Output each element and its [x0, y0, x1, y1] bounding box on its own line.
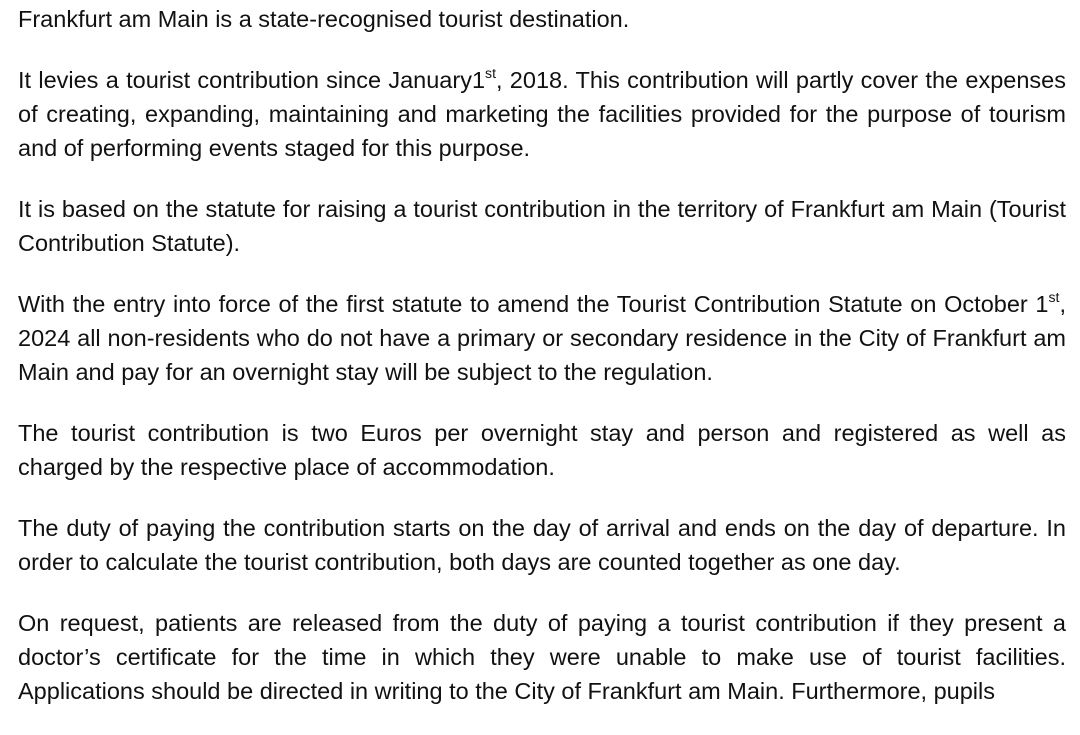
paragraph-statute-basis: It is based on the statute for raising a tourist contribution in the territory of Frankfurt am Main (Tourist Contribution Statute).: [18, 196, 1066, 256]
amendment-text-start: With the entry into force of the first statute to amend the Tourist Contribution Statute on October 1: [18, 291, 1049, 317]
levy-text-start: It levies a tourist contribution since January1: [18, 67, 486, 93]
amendment-text-end: , 2024 all non-residents who do not have a primary or secondary residence in the City of Frankfurt am Main and pay for an overnight stay will be subject to the regulation.: [18, 291, 1066, 385]
paragraph-tourist-destination: Frankfurt am Main is a state-recognised tourist destination.: [18, 6, 630, 32]
levy-text-end: , 2018. This contribution will partly cover the expenses of creating, expanding, maintaining and marketing the facilities provided for the purpose of tourism and of performing events staged for this purpose.: [18, 67, 1066, 161]
paragraph-contribution-amount: The tourist contribution is two Euros per overnight stay and person and registered as well as charged by the respective place of accommodation.: [18, 420, 1066, 480]
ordinal-suffix: st: [1048, 289, 1060, 306]
paragraph-levy-since: [18, 63, 1066, 165]
paragraph-duty-period: The duty of paying the contribution starts on the day of arrival and ends on the day of departure. In order to calculate the tourist contribution, both days are counted together as one day.: [18, 515, 1066, 575]
ordinal-suffix: st: [485, 65, 496, 82]
document-body: [18, 2, 1066, 735]
paragraph-amendment: [18, 287, 1066, 389]
paragraph-exemptions: On request, patients are released from the duty of paying a tourist contribution if they present a doctor’s certificate for the time in which they were unable to make use of tourist facilities. Applications should be directed in writing to the City of Frankfurt am Main. Furthermore, pupils: [18, 610, 1066, 704]
